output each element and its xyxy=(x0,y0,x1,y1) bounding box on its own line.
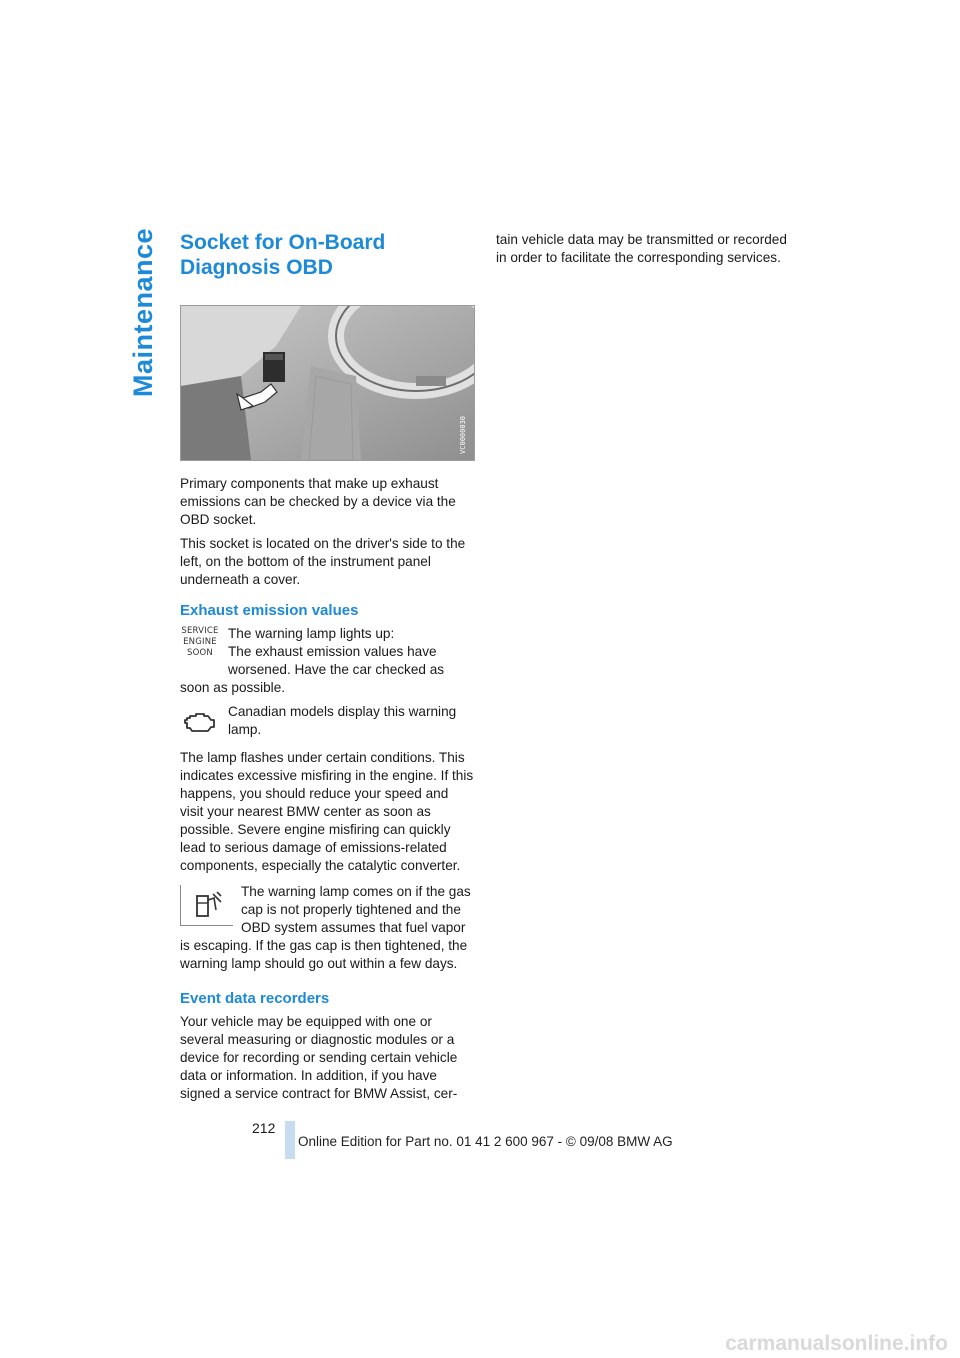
heading-exhaust-emission: Exhaust emission values xyxy=(180,602,359,619)
canada-text-line-2: lamp. xyxy=(228,722,262,737)
page-number: 212 xyxy=(252,1120,276,1136)
paragraph-obd-location: This socket is located on the driver's side to the left, on the bottom of the instrument panel underneath a cover. xyxy=(180,536,466,587)
lamp-text-line-1: The exhaust emission values have xyxy=(228,644,437,659)
canadian-models-block xyxy=(180,703,475,749)
service-icon-line-1: SERVICE xyxy=(181,626,219,636)
lamp-lights-up: The warning lamp lights up: xyxy=(228,626,395,641)
service-icon-line-2: ENGINE xyxy=(183,637,217,647)
service-icon-line-3: SOON xyxy=(187,648,213,658)
heading-event-data-recorders: Event data recorders xyxy=(180,990,330,1007)
obd-socket-photo xyxy=(180,305,475,461)
lamp-text-line-2: worsened. Have the car checked as xyxy=(228,662,445,677)
fuel-cap-icon xyxy=(180,885,233,926)
side-tab xyxy=(128,228,158,428)
fuel-text-line-1: The warning lamp comes on if the gas xyxy=(241,884,471,899)
fuel-text-line-3: OBD system assumes that fuel vapor xyxy=(241,920,466,935)
paragraph-obd-intro: Primary components that make up exhaust emissions can be checked by a device via the OBD socket. xyxy=(180,476,456,527)
lamp-text-tail: soon as possible. xyxy=(180,680,286,695)
paragraph-lamp-flashes: The lamp flashes under certain conditions. This indicates excessive misfiring in the engine. If this happens, you should reduce your speed and visit your nearest BMW center as soon as possible. Severe engine misfiring can quickly lead to serious damage of emissions-related components, especially the catalytic converter. xyxy=(180,750,474,873)
obd-socket-illustration xyxy=(181,306,474,460)
figure-code: VC0000030 xyxy=(459,416,467,454)
footer-edition: Online Edition for Part no. 01 41 2 600 967 - © 09/08 BMW AG xyxy=(298,1134,673,1149)
paragraph-event-right: tain vehicle data may be transmitted or recorded in order to facilitate the corresponding services. xyxy=(496,232,787,265)
service-engine-soon-icon xyxy=(180,627,220,663)
fuel-cap-block xyxy=(180,883,475,973)
right-column xyxy=(496,231,792,273)
watermark: carmanualsonline.info xyxy=(725,1332,948,1355)
engine-check-icon xyxy=(180,705,220,741)
footer-bar xyxy=(285,1121,295,1159)
canada-text-line-1: Canadian models display this warning xyxy=(228,704,457,719)
section-title: Socket for On-Board Diagnosis OBD xyxy=(180,231,386,279)
fuel-text-tail: is escaping. If the gas cap is then tightened, the warning lamp should go out within a few days. xyxy=(180,938,468,971)
fuel-text-line-2: cap is not properly tightened and the xyxy=(241,902,461,917)
left-column xyxy=(180,230,475,1109)
side-tab-label: Maintenance xyxy=(128,228,158,398)
paragraph-event-left: Your vehicle may be equipped with one or several measuring or diagnostic modules or a device for recording or sending certain vehicle data or information. In addition, if you have signed a service contract for BMW Assist, cer- xyxy=(180,1014,458,1101)
service-engine-block xyxy=(180,625,475,697)
